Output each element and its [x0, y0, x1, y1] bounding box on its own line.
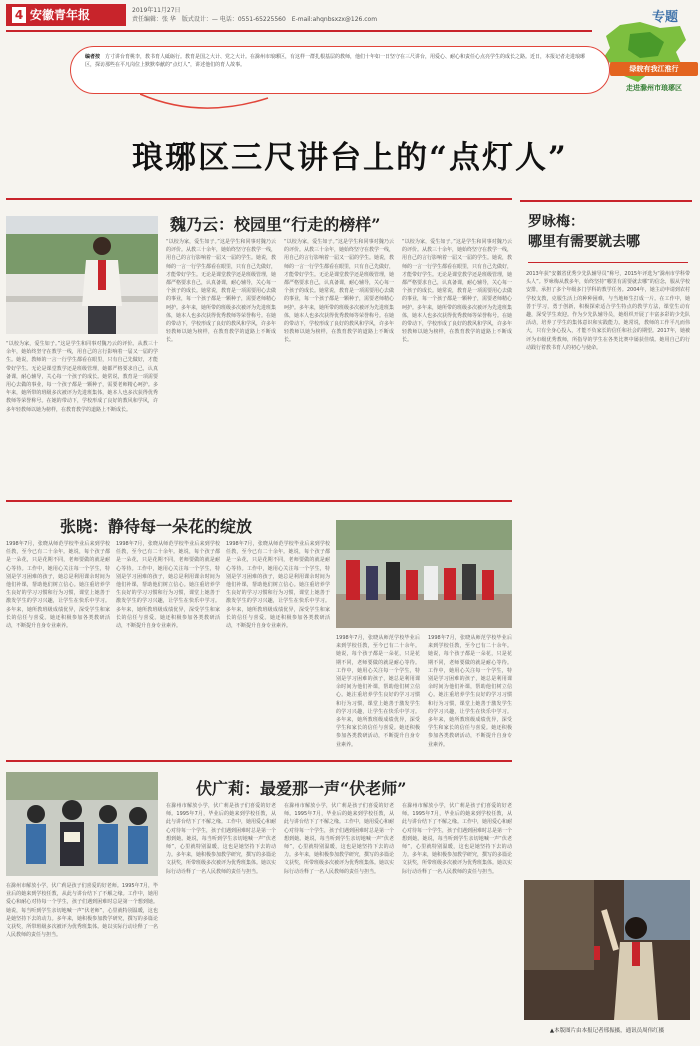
- photo-wei-naiyun: [6, 216, 158, 334]
- article-body-fu-col4: 在滁州市解放小学，伏广莉是孩子们喜爱的好老师。1995年7月，毕业后的她来到学校任教，从此与讲台结下了不解之缘。工作中，她用爱心和耐心对待每一个学生，孩子们遇到困难时总是第一个想到她。她说，每当听到学生亲切地喊一声“伏老师”，心里就特别温暖，这也是她坚持下去的动力。多年来，她积极参加教学研究，撰写的多篇论文获奖，所带班级多次被评为优秀班集体。她以实际行动诠释了一名人民教师的责任与担当。: [402, 803, 512, 875]
- article-body-fu-col1: 在滁州市解放小学，伏广莉是孩子们喜爱的好老师。1995年7月，毕业后的她来到学校任教，从此与讲台结下了不解之缘。工作中，她用爱心和耐心对待每一个学生，孩子们遇到困难时总是第一个想到她。她说，每当听到学生亲切地喊一声“伏老师”，心里就特别温暖，这也是她坚持下去的动力。多年来，她积极参加教学研究，撰写的多篇论文获奖，所带班级多次被评为优秀班集体。她以实际行动诠释了一名人民教师的责任与担当。: [6, 883, 158, 939]
- headline-rule: [6, 198, 512, 200]
- article-body-wei-col4: “以校为家，爱生如子。”这是学生和同事对魏乃云的评价。从教三十余年，她始终坚守在教学一线，用自己的言行影响着一届又一届的学生。她说，教师的一言一行学生都看在眼里，只有自己先做好，才能带好学生。无论是课堂教学还是班级管理，她都严格要求自己，认真备课，耐心辅导，关心每一个孩子的成长。她常说，教育是一项需要用心去做的事业，每一个孩子都是一颗种子，需要老师精心呵护。多年来，她所带的班级多次被评为先进班集体，她本人也多次获得优秀教师等荣誉称号。在她的带动下，学校形成了良好的教风和学风，许多年轻教师以她为榜样，在教育教学的道路上不断成长。: [402, 239, 512, 344]
- date-line: 2019年11月27日: [132, 7, 181, 14]
- note-pointer-arrow: [140, 92, 270, 122]
- campaign-badge: 绿皖有我江淮行: [610, 62, 698, 76]
- photo-caption: ▲本版图片由本报记者邢振摄，通讯员周伟红摄: [549, 1028, 665, 1034]
- article-body-zhang-col5: 1998年7月，张晓从师范学校毕业后来到学校任教，至今已有二十余年。她说，每个孩子都是一朵花，只是花期不同，老师要做的就是耐心等待。工作中，她用心关注每一个学生，特别是学习困难的孩子，她总是利用课余时间为他们补课，帮助他们树立信心。她注重培养学生良好的学习习惯和行为习惯，课堂上她善于激发学生的学习兴趣，让学生在快乐中学习。多年来，她所教班级成绩优异，深受学生和家长的信任与喜爱。她还积极参加各类教研活动，不断提升自身专业素养。: [428, 635, 512, 748]
- header-rule: [6, 30, 592, 32]
- article-title-wei: 魏乃云：校园里“行走的榜样”: [170, 215, 381, 234]
- campaign-subtitle: 走进滁州市琅琊区: [626, 84, 682, 92]
- section-rule-1: [6, 500, 512, 502]
- article-title-luo-line1: 罗咏梅：: [528, 214, 584, 230]
- editor-note: [70, 46, 610, 94]
- sidebar-title-rule: [528, 262, 688, 263]
- editor-note-lead: 编者按: [85, 54, 101, 60]
- article-title-luo: [528, 212, 688, 252]
- article-body-wei-col1: “以校为家，爱生如子。”这是学生和同事对魏乃云的评价。从教三十余年，她始终坚守在教学一线，用自己的言行影响着一届又一届的学生。她说，教师的一言一行学生都看在眼里，只有自己先做好，才能带好学生。无论是课堂教学还是班级管理，她都严格要求自己，认真备课，耐心辅导，关心每一个孩子的成长。她常说，教育是一项需要用心去做的事业，每一个孩子都是一颗种子，需要老师精心呵护。多年来，她所带的班级多次被评为先进班集体，她本人也多次获得优秀教师等荣誉称号。在她的带动下，学校形成了良好的教风和学风，许多年轻教师以她为榜样，在教育教学的道路上不断成长。: [6, 341, 158, 413]
- editor-note-text: 方寸讲台育桃李，教书育人砥砺行。教育是国之大计、党之大计。在滁州市琅琊区，有这样一群扎根基层的教师，他们十年如一日坚守在三尺讲台，用爱心、耐心和责任心点亮学生的成长之路。近日，本报记者走进琅琊区，探访那些在平凡岗位上默默奉献的“点灯人”，讲述他们的育人故事。: [85, 54, 586, 68]
- page-headline: 琅琊区三尺讲台上的“点灯人”: [132, 140, 568, 176]
- article-body-fu-col2: 在滁州市解放小学，伏广莉是孩子们喜爱的好老师。1995年7月，毕业后的她来到学校任教，从此与讲台结下了不解之缘。工作中，她用爱心和耐心对待每一个学生，孩子们遇到困难时总是第一个想到她。她说，每当听到学生亲切地喊一声“伏老师”，心里就特别温暖，这也是她坚持下去的动力。多年来，她积极参加教学研究，撰写的多篇论文获奖，所带班级多次被评为优秀班集体。她以实际行动诠释了一名人民教师的责任与担当。: [166, 803, 276, 875]
- article-title-zhang: 张晓：静待每一朵花的绽放: [60, 517, 253, 536]
- article-body-wei-col2: “以校为家，爱生如子。”这是学生和同事对魏乃云的评价。从教三十余年，她始终坚守在教学一线，用自己的言行影响着一届又一届的学生。她说，教师的一言一行学生都看在眼里，只有自己先做好，才能带好学生。无论是课堂教学还是班级管理，她都严格要求自己，认真备课，耐心辅导，关心每一个孩子的成长。她常说，教育是一项需要用心去做的事业，每一个孩子都是一颗种子，需要老师精心呵护。多年来，她所带的班级多次被评为先进班集体，她本人也多次获得优秀教师等荣誉称号。在她的带动下，学校形成了良好的教风和学风，许多年轻教师以她为榜样，在教育教学的道路上不断成长。: [166, 239, 276, 344]
- article-body-zhang-col3: 1998年7月，张晓从师范学校毕业后来到学校任教，至今已有二十余年。她说，每个孩子都是一朵花，只是花期不同，老师要做的就是耐心等待。工作中，她用心关注每一个学生，特别是学习困难的孩子，她总是利用课余时间为他们补课，帮助他们树立信心。她注重培养学生良好的学习习惯和行为习惯，课堂上她善于激发学生的学习兴趣，让学生在快乐中学习。多年来，她所教班级成绩优异，深受学生和家长的信任与喜爱。她还积极参加各类教研活动，不断提升自身专业素养。: [226, 541, 330, 630]
- article-body-zhang-col1: 1998年7月，张晓从师范学校毕业后来到学校任教，至今已有二十余年。她说，每个孩子都是一朵花，只是花期不同，老师要做的就是耐心等待。工作中，她用心关注每一个学生，特别是学习困难的孩子，她总是利用课余时间为他们补课，帮助他们树立信心。她注重培养学生良好的学习习惯和行为习惯，课堂上她善于激发学生的学习兴趣，让学生在快乐中学习。多年来，她所教班级成绩优异，深受学生和家长的信任与喜爱。她还积极参加各类教研活动，不断提升自身专业素养。: [6, 541, 110, 630]
- article-body-zhang-col2: 1998年7月，张晓从师范学校毕业后来到学校任教，至今已有二十余年。她说，每个孩子都是一朵花，只是花期不同，老师要做的就是耐心等待。工作中，她用心关注每一个学生，特别是学习困难的孩子，她总是利用课余时间为他们补课，帮助他们树立信心。她注重培养学生良好的学习习惯和行为习惯，课堂上她善于激发学生的学习兴趣，让学生在快乐中学习。多年来，她所教班级成绩优异，深受学生和家长的信任与喜爱。她还积极参加各类教研活动，不断提升自身专业素养。: [116, 541, 220, 630]
- section-label: 专题: [652, 10, 679, 25]
- photo-fu-guangli: [6, 772, 158, 876]
- article-body-zhang-col4: 1998年7月，张晓从师范学校毕业后来到学校任教，至今已有二十余年。她说，每个孩子都是一朵花，只是花期不同，老师要做的就是耐心等待。工作中，她用心关注每一个学生，特别是学习困难的孩子，她总是利用课余时间为他们补课，帮助他们树立信心。她注重培养学生良好的学习习惯和行为习惯，课堂上她善于激发学生的学习兴趣，让学生在快乐中学习。多年来，她所教班级成绩优异，深受学生和家长的信任与喜爱。她还积极参加各类教研活动，不断提升自身专业素养。: [336, 635, 420, 748]
- article-body-fu-col3: 在滁州市解放小学，伏广莉是孩子们喜爱的好老师。1995年7月，毕业后的她来到学校任教，从此与讲台结下了不解之缘。工作中，她用爱心和耐心对待每一个学生，孩子们遇到困难时总是第一个想到她。她说，每当听到学生亲切地喊一声“伏老师”，心里就特别温暖，这也是她坚持下去的动力。多年来，她积极参加教学研究，撰写的多篇论文获奖，所带班级多次被评为优秀班集体。她以实际行动诠释了一名人民教师的责任与担当。: [284, 803, 394, 875]
- editor-line: 责任编辑：张 华 版式设计：— 电话：0551-65225560 E-mail:ahqnbsxzx@126.com: [132, 16, 378, 23]
- header-meta: [132, 6, 377, 24]
- article-body-luo: 2013年获“安徽省优秀少先队辅导员”称号，2015年评选为“滁州市学科带头人”。罗咏梅从教多年，始终坚持“哪里有需要就去哪”的信念，服从学校安排，承担了多个年级多门学科的教学任务。2004年，她主动申请到农村学校支教，克服生活上的种种困难，与当地师生打成一片。在工作中，她善于学习，勇于创新，积极探索适合学生特点的教学方法，课堂生动有趣，深受学生欢迎。作为少先队辅导员，她组织开展了丰富多彩的少先队活动，培养了学生的集体意识和实践能力。她常说，教师的工作平凡而伟大，只有全身心投入，才能不负家长的信任和社会的期望。2017年，她被评为市级优秀教师，所指导的学生在各类比赛中屡获佳绩。她用自己的行动践行着教书育人的初心与使命。: [526, 271, 690, 351]
- page-number: 4: [12, 7, 26, 23]
- article-title-luo-line2: 哪里有需要就去哪: [528, 234, 640, 250]
- article-title-fu: 伏广莉：最爱那一声“伏老师”: [196, 779, 407, 798]
- section-rule-2: [6, 760, 512, 762]
- photo-luo-yongmei: [524, 880, 690, 1020]
- newspaper-logo: [6, 4, 126, 26]
- article-body-wei-col3: “以校为家，爱生如子。”这是学生和同事对魏乃云的评价。从教三十余年，她始终坚守在教学一线，用自己的言行影响着一届又一届的学生。她说，教师的一言一行学生都看在眼里，只有自己先做好，才能带好学生。无论是课堂教学还是班级管理，她都严格要求自己，认真备课，耐心辅导，关心每一个孩子的成长。她常说，教育是一项需要用心去做的事业，每一个孩子都是一颗种子，需要老师精心呵护。多年来，她所带的班级多次被评为先进班集体，她本人也多次获得优秀教师等荣誉称号。在她的带动下，学校形成了良好的教风和学风，许多年轻教师以她为榜样，在教育教学的道路上不断成长。: [284, 239, 394, 344]
- photo-zhang-xiao: [336, 520, 512, 628]
- paper-name: 安徽青年报: [30, 8, 91, 22]
